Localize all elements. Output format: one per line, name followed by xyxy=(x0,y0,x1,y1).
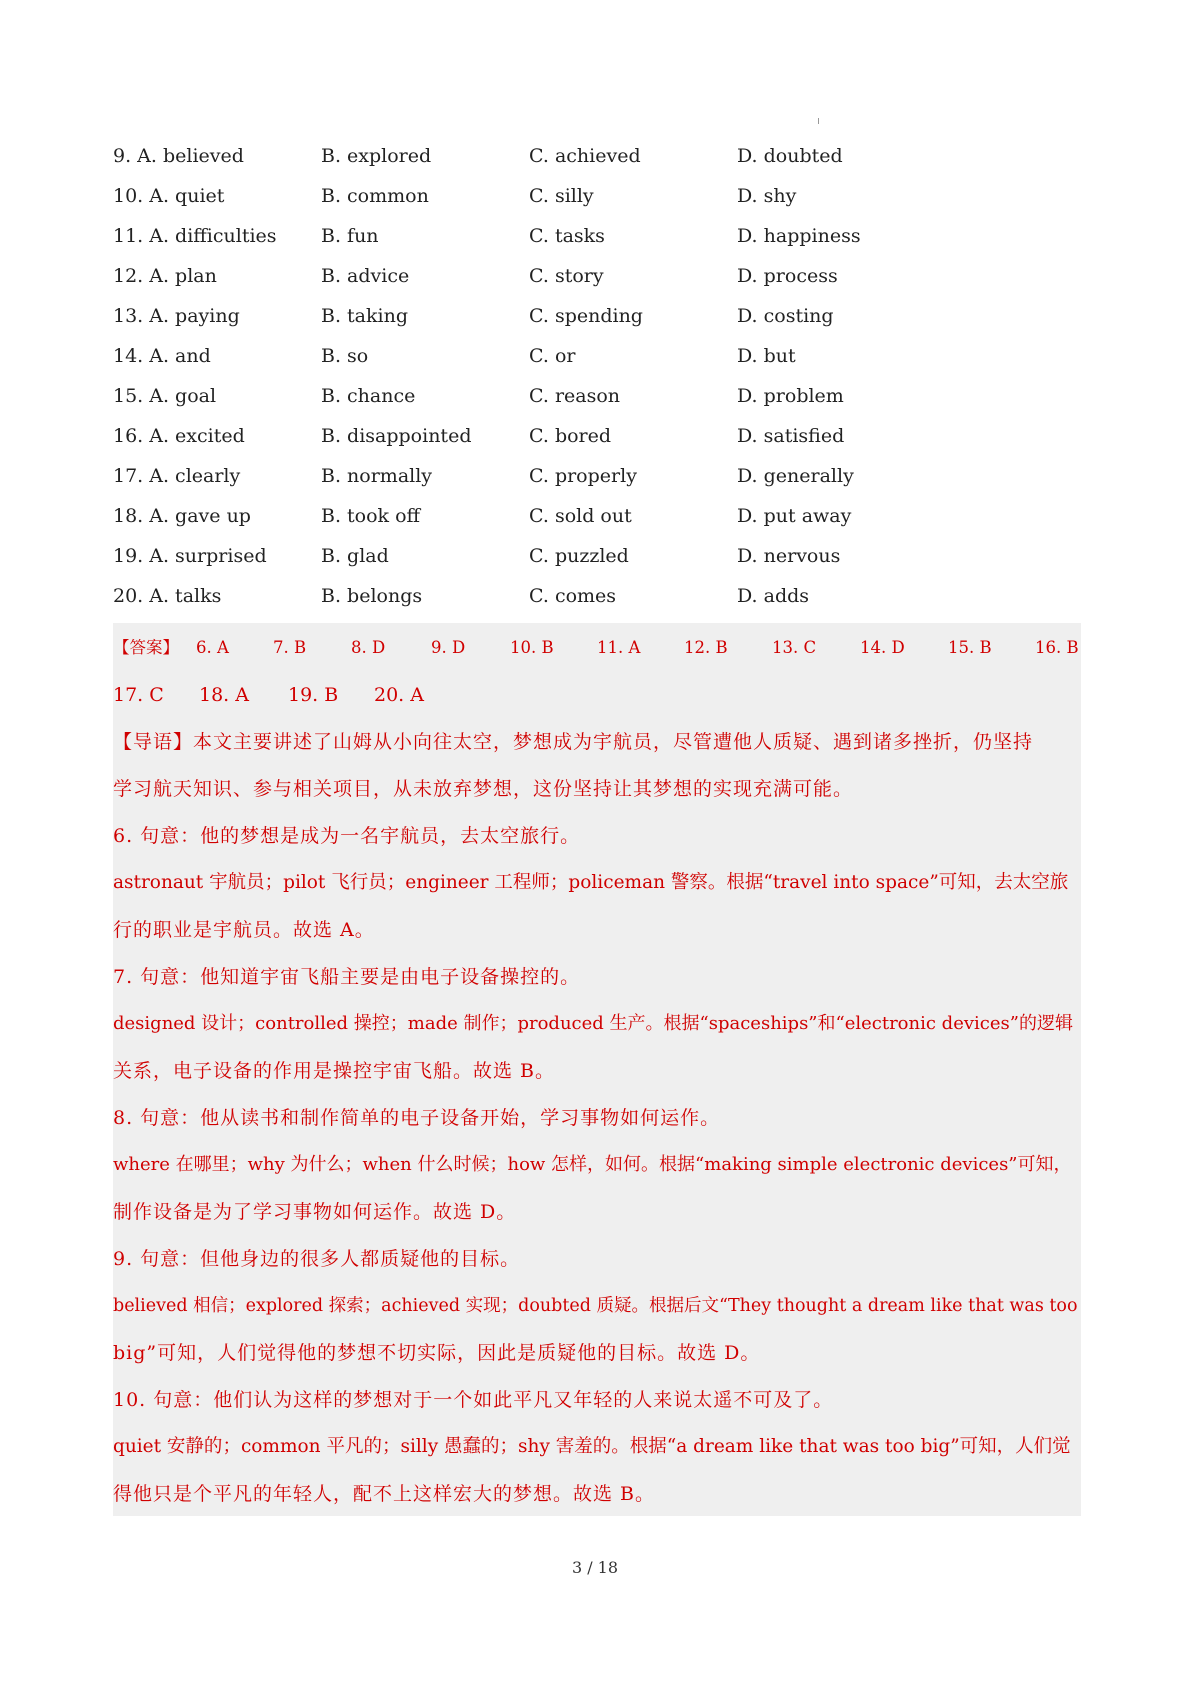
intro-text: 本文主要讲述了山姆从小向往太空，梦想成为宇航员，尽管遭他人质疑、遇到诸多挫折，仍坚持 xyxy=(193,731,1034,753)
option-d: D. but xyxy=(737,345,796,367)
option-c: C. puzzled xyxy=(529,545,629,567)
option-a: 17. A. clearly xyxy=(113,465,241,487)
explanation-7-line-2: 关系，电子设备的作用是操控宇宙飞船。故选 B。 xyxy=(113,1060,556,1082)
option-row xyxy=(113,581,973,621)
option-row xyxy=(113,501,973,541)
option-row xyxy=(113,541,973,581)
option-d: D. problem xyxy=(737,385,844,407)
option-c: C. comes xyxy=(529,585,617,607)
option-d: D. adds xyxy=(737,585,810,607)
answer-item: 7. B xyxy=(273,638,307,657)
answer-item: 6. A xyxy=(196,638,229,657)
explanation-8-line-2: 制作设备是为了学习事物如何运作。故选 D。 xyxy=(113,1201,517,1223)
option-b: B. took off xyxy=(321,505,421,527)
option-d: D. happiness xyxy=(737,225,861,247)
option-c: C. tasks xyxy=(529,225,605,247)
option-b: B. belongs xyxy=(321,585,423,607)
answer-item: 16. B xyxy=(1035,638,1079,657)
option-c: C. spending xyxy=(529,305,643,327)
explanation-7-sentence: 7. 句意：他知道宇宙飞船主要是由电子设备操控的。 xyxy=(113,966,581,988)
option-a: 9. A. believed xyxy=(113,145,244,167)
option-c: C. reason xyxy=(529,385,621,407)
option-b: B. taking xyxy=(321,305,408,327)
answer-item: 18. A xyxy=(199,684,249,706)
option-row xyxy=(113,341,973,381)
explanation-9-sentence: 9. 句意：但他身边的很多人都质疑他的目标。 xyxy=(113,1248,521,1270)
option-b: B. disappointed xyxy=(321,425,472,447)
options-table xyxy=(113,141,973,621)
option-a: 13. A. paying xyxy=(113,305,240,327)
option-b: B. fun xyxy=(321,225,379,247)
explanation-6-sentence: 6. 句意：他的梦想是成为一名宇航员，去太空旅行。 xyxy=(113,825,581,847)
option-row xyxy=(113,381,973,421)
explanation-7-line-1: designed 设计；controlled 操控；made 制作；produced 生产。根据“spaceships”和“electronic devices”的逻辑 xyxy=(113,1013,1073,1034)
explanation-9-line-1: believed 相信；explored 探索；achieved 实现；doubted 质疑。根据后文“They thought a dream like that was too xyxy=(113,1296,1078,1316)
page-number: 3 / 18 xyxy=(571,1558,619,1577)
option-c: C. bored xyxy=(529,425,612,447)
top-tick-mark xyxy=(818,118,819,124)
answer-item: 10. B xyxy=(510,638,554,657)
option-c: C. achieved xyxy=(529,145,641,167)
option-row xyxy=(113,421,973,461)
answer-item: 19. B xyxy=(288,684,339,706)
option-b: B. normally xyxy=(321,465,433,487)
option-c: C. sold out xyxy=(529,505,632,527)
explanation-8-line-1: where 在哪里；why 为什么；when 什么时候；how 怎样，如何。根据“making simple electronic devices”可知， xyxy=(113,1154,1072,1175)
answer-item: 14. D xyxy=(860,638,905,657)
explanation-6-line-2: 行的职业是宇航员。故选 A。 xyxy=(113,919,375,941)
option-c: C. properly xyxy=(529,465,637,487)
option-a: 20. A. talks xyxy=(113,585,222,607)
intro-line-2: 学习航天知识、参与相关项目，从未放弃梦想，这份坚持让其梦想的实现充满可能。 xyxy=(113,778,854,800)
option-a: 11. A. difficulties xyxy=(113,225,277,247)
answer-item: 15. B xyxy=(948,638,992,657)
option-a: 10. A. quiet xyxy=(113,185,225,207)
option-row xyxy=(113,221,973,261)
option-a: 15. A. goal xyxy=(113,385,217,407)
option-row xyxy=(113,181,973,221)
explanation-10-sentence: 10. 句意：他们认为这样的梦想对于一个如此平凡又年轻的人来说太遥不可及了。 xyxy=(113,1389,834,1411)
option-d: D. satisfied xyxy=(737,425,845,447)
option-row xyxy=(113,461,973,501)
option-d: D. put away xyxy=(737,505,852,527)
answer-item: 9. D xyxy=(431,638,466,657)
option-b: B. advice xyxy=(321,265,410,287)
option-d: D. shy xyxy=(737,185,797,207)
option-d: D. nervous xyxy=(737,545,841,567)
option-d: D. doubted xyxy=(737,145,843,167)
explanation-10-line-1: quiet 安静的；common 平凡的；silly 愚蠢的；shy 害羞的。根据“a dream like that was too big”可知，人们觉 xyxy=(113,1436,1071,1457)
answer-item: 17. C xyxy=(113,684,164,706)
option-a: 18. A. gave up xyxy=(113,505,251,527)
option-a: 12. A. plan xyxy=(113,265,217,287)
answer-item: 13. C xyxy=(772,638,817,657)
option-c: C. or xyxy=(529,345,576,367)
option-b: B. glad xyxy=(321,545,389,567)
explanation-9-line-2: big”可知，人们觉得他的梦想不切实际，因此是质疑他的目标。故选 D。 xyxy=(113,1342,761,1364)
option-row xyxy=(113,261,973,301)
explanation-8-sentence: 8. 句意：他从读书和制作简单的电子设备开始，学习事物如何运作。 xyxy=(113,1107,721,1129)
answer-label: 【答案】 xyxy=(113,638,179,657)
option-a: 14. A. and xyxy=(113,345,211,367)
option-c: C. story xyxy=(529,265,604,287)
answer-item: 20. A xyxy=(374,684,424,706)
explanation-10-line-2: 得他只是个平凡的年轻人，配不上这样宏大的梦想。故选 B。 xyxy=(113,1483,656,1505)
intro-label: 【导语】 xyxy=(113,731,194,753)
answer-item: 11. A xyxy=(597,638,641,657)
option-d: D. process xyxy=(737,265,838,287)
option-d: D. costing xyxy=(737,305,834,327)
option-a: 19. A. surprised xyxy=(113,545,267,567)
option-b: B. common xyxy=(321,185,429,207)
option-row xyxy=(113,301,973,341)
option-c: C. silly xyxy=(529,185,594,207)
explanation-6-line-1: astronaut 宇航员；pilot 飞行员；engineer 工程师；policeman 警察。根据“travel into space”可知，去太空旅 xyxy=(113,872,1069,893)
option-a: 16. A. excited xyxy=(113,425,245,447)
option-row xyxy=(113,141,973,181)
answer-item: 12. B xyxy=(684,638,728,657)
intro-line-1 xyxy=(113,720,1033,764)
option-b: B. so xyxy=(321,345,369,367)
answer-item: 8. D xyxy=(351,638,386,657)
option-d: D. generally xyxy=(737,465,854,487)
option-b: B. chance xyxy=(321,385,416,407)
option-b: B. explored xyxy=(321,145,432,167)
